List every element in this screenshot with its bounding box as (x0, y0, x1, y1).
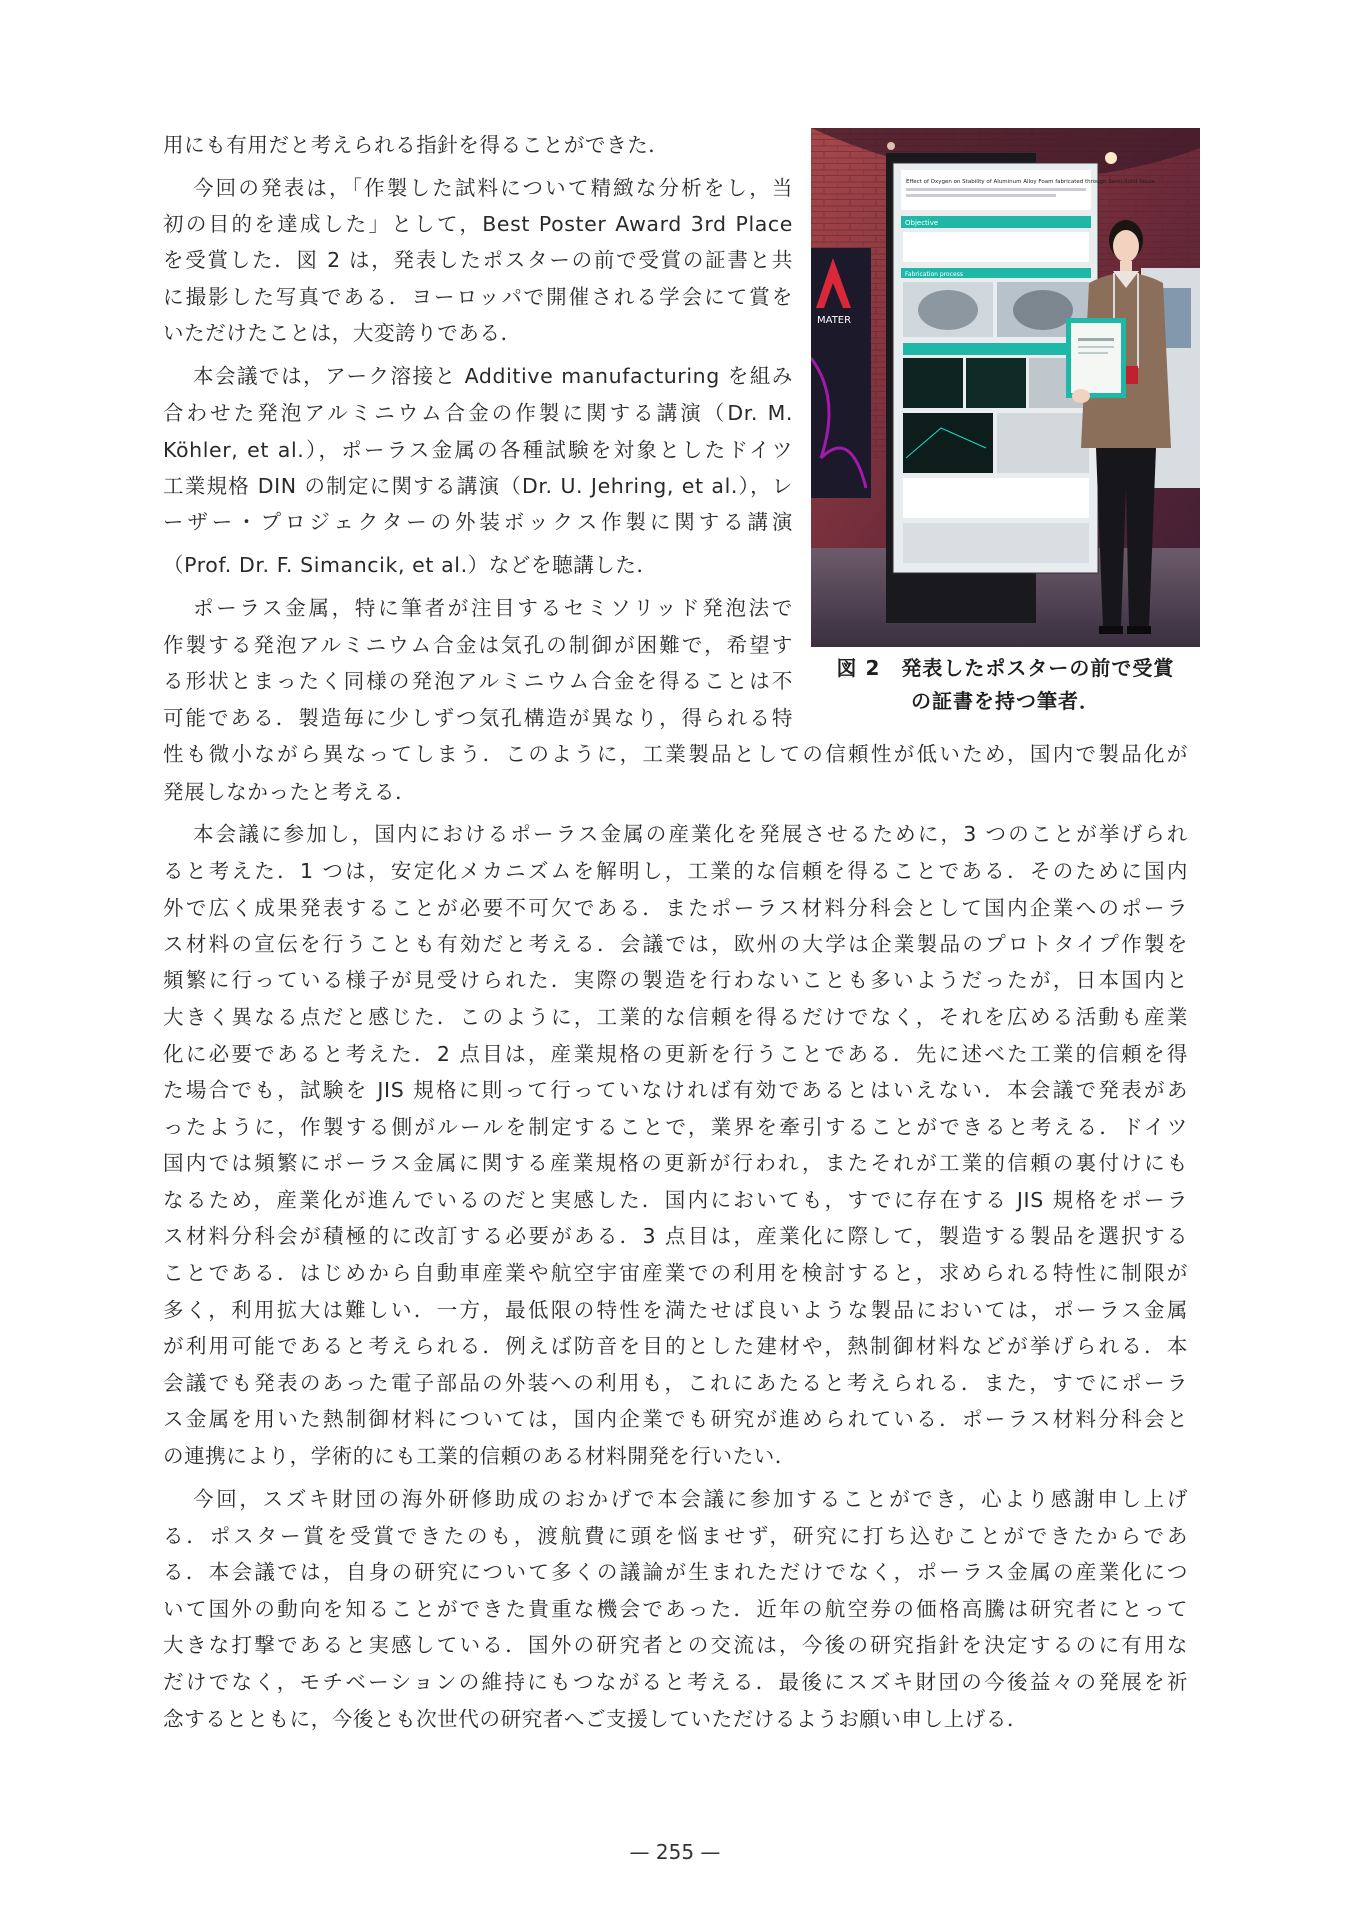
text-line: 初の目的を達成した」として，Best Poster Award 3rd Place (163, 212, 793, 236)
text-line: 多く，利用拡大は難しい．一方，最低限の特性を満たせば良いような製品においては，ポーラス金属 (163, 1298, 1188, 1322)
banner-text: MATER (817, 315, 852, 326)
text-line: （Prof. Dr. F. Simancik, et al.）などを聴講した． (163, 553, 658, 577)
text-line: 外で広く成果発表することが必要不可欠である．またポーラス材料分科会として国内企業へのポーラ (163, 896, 1188, 920)
text-line: ス材料分科会が積極的に改訂する必要がある．3 点目は，産業化に際して，製造する製品を選択する (163, 1224, 1188, 1248)
text-line: 本会議では，アーク溶接と Additive manufacturing を組み (193, 364, 793, 388)
text-line: なるため，産業化が進んでいるのだと実感した．国内においても，すでに存在する JIS 規格をポーラ (163, 1188, 1188, 1212)
text-line: 今回，スズキ財団の海外研修助成のおかげで本会議に参加することができ，心より感謝申し上げ (193, 1487, 1188, 1511)
text-line: 工業規格 DIN の制定に関する講演（Dr. U. Jehring, et al.），レ (163, 474, 793, 498)
text-line: 用にも有用だと考えられる指針を得ることができた． (163, 133, 670, 157)
text-line: 発展しなかったと考える． (163, 780, 417, 804)
text-line: 念するとともに，今後とも次世代の研究者へご支援していただけるようお願い申し上げる． (163, 1707, 1029, 1731)
text-line: いただけたことは，大変誇りである． (163, 321, 522, 345)
figure-caption: 図 2 発表したポスターの前で受賞 (836, 656, 1175, 680)
text-line: た場合でも，試験を JIS 規格に則って行っていなければ有効であるとはいえない．本会議で発表があ (163, 1078, 1188, 1102)
poster-photo-illustration (811, 128, 1200, 647)
page-number: — 255 — (629, 1840, 721, 1864)
text-line: を受賞した．図 2 は，発表したポスターの前で受賞の証書と共 (163, 248, 793, 272)
text-line: 今回の発表は，「作製した試料について精緻な分析をし，当 (193, 176, 793, 200)
text-line: の連携により，学術的にも工業的信頼のある材料開発を行いたい． (163, 1444, 796, 1468)
text-line: いて国外の動向を知ることができた貴重な機会であった．近年の航空券の価格高騰は研究者にとって (163, 1597, 1188, 1621)
text-line: 会議でも発表のあった電子部品の外装への利用も，これにあたると考えられる．また，すでにポーラ (163, 1371, 1188, 1395)
text-line: 大きな打撃であると実感している．国外の研究者との交流は，今後の研究指針を決定するのに有用な (163, 1633, 1188, 1657)
figure-caption-continued: の証書を持つ筆者． (911, 689, 1100, 713)
text-line: ス金属を用いた熱制御材料については，国内企業でも研究が進められている．ポーラス材料分科会と (163, 1407, 1188, 1431)
text-line: ス材料の宣伝を行うことも有効だと考える．会議では，欧州の大学は企業製品のプロトタイプ作製を (163, 932, 1188, 956)
text-line: Köhler, et al.），ポーラス金属の各種試験を対象としたドイツ (163, 438, 793, 462)
text-line: る形状とまったく同様の発泡アルミニウム合金を得ることは不 (163, 669, 793, 693)
text-line: ことである．はじめから自動車産業や航空宇宙産業での利用を検討すると，求められる特性に制限が (163, 1261, 1188, 1285)
figure-photo (811, 128, 1200, 647)
text-line: 性も微小ながら異なってしまう．このように，工業製品としての信頼性が低いため，国内で製品化が (163, 742, 1188, 766)
text-line: 国内では頻繁にポーラス金属に関する産業規格の更新が行われ，またそれが工業的信頼の裏付けにも (163, 1151, 1188, 1175)
text-line: ポーラス金属，特に筆者が注目するセミソリッド発泡法で (193, 596, 793, 620)
text-line: 化に必要であると考えた．2 点目は，産業規格の更新を行うことである．先に述べた工業的信頼を得 (163, 1042, 1188, 1066)
text-line: ると考えた．1 つは，安定化メカニズムを解明し，工業的な信頼を得ることである．そのために国内 (163, 859, 1188, 883)
poster-objective-heading: Objective (905, 219, 939, 227)
poster-title: Effect of Oxygen on Stability of Aluminum Alloy Foam fabricated through Semi-Solid Route (906, 179, 1156, 185)
poster-process-heading: Fabrication process (905, 271, 963, 278)
text-line: 大きく異なる点だと感じた．このように，工業的な信頼を得るだけでなく，それを広める活動も産業 (163, 1005, 1188, 1029)
text-line: に撮影した写真である．ヨーロッパで開催される学会にて賞を (163, 285, 793, 309)
text-line: 作製する発泡アルミニウム合金は気孔の制御が困難で，希望す (163, 633, 793, 657)
text-line: ーザー・プロジェクターの外装ボックス作製に関する講演 (163, 510, 793, 534)
text-line: る．本会議では，自身の研究について多くの議論が生まれただけでなく，ポーラス金属の産業化につ (163, 1560, 1188, 1584)
text-line: ったように，作製する側がルールを制定することで，業界を牽引することができると考える．ドイツ (163, 1115, 1188, 1139)
text-line: 本会議に参加し，国内におけるポーラス金属の産業化を発展させるために，3 つのことが挙げられ (193, 822, 1188, 846)
text-line: る．ポスター賞を受賞できたのも，渡航費に頭を悩ませず，研究に打ち込むことができたからであ (163, 1524, 1188, 1548)
text-line: だけでなく，モチベーションの維持にもつながると考える．最後にスズキ財団の今後益々の発展を祈 (163, 1670, 1188, 1694)
text-line: 頻繁に行っている様子が見受けられた．実際の製造を行わないことも多いようだったが，日本国内と (163, 968, 1188, 992)
text-line: が利用可能であると考えられる．例えば防音を目的とした建材や，熱制御材料などが挙げられる．本 (163, 1334, 1188, 1358)
text-line: 可能である．製造毎に少しずつ気孔構造が異なり，得られる特 (163, 706, 793, 730)
text-line: 合わせた発泡アルミニウム合金の作製に関する講演（Dr. M. (163, 401, 793, 425)
